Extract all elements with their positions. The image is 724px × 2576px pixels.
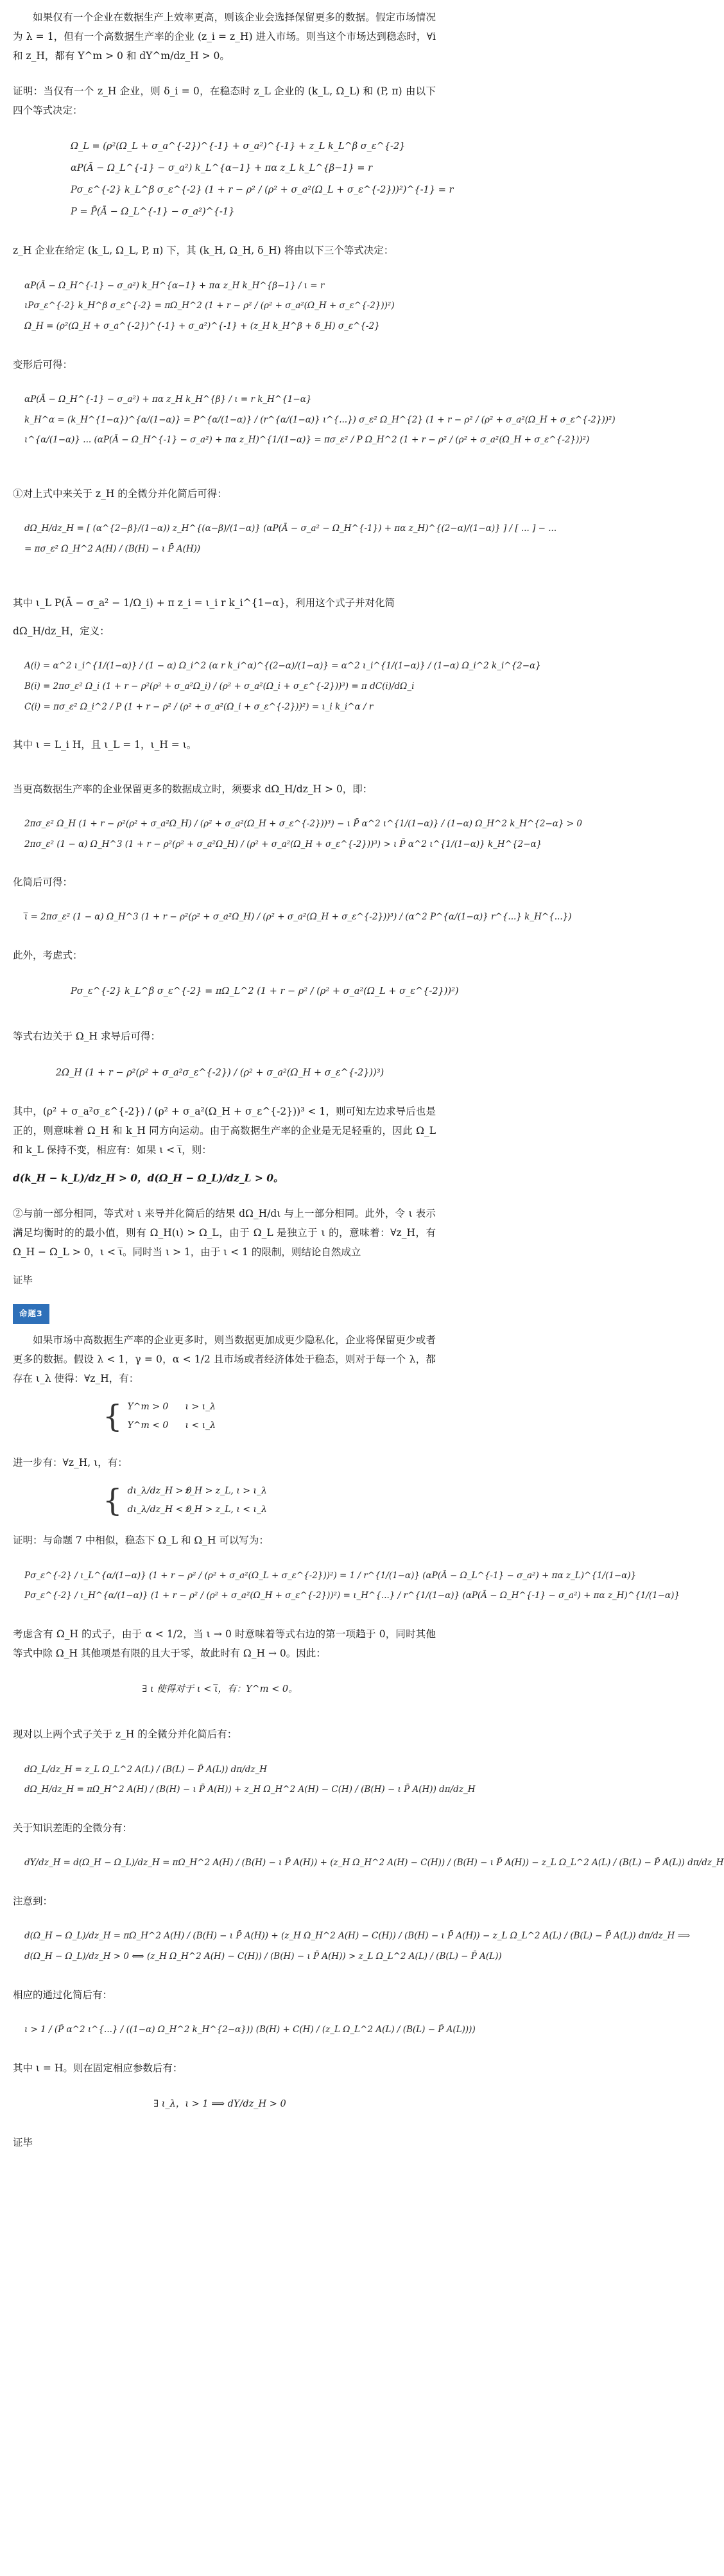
paragraph-total-differential: ①对上式中来关于 z_H 的全微分并化简后可得：	[13, 488, 227, 500]
equation-steady-omega-H: Pσ_ε^{-2} / ι_H^{α/(1−α)} (1 + r − ρ² / (ρ² + σ_a²(Ω_H + σ_ε^{-2}))²) = ι_H^{...} / r^{1/(1−α)} (αP(Ā − Ω_H^{-1} − σ_a²) + πα z_H)^{1/(1−α)}	[24, 1590, 680, 1601]
equation-final: ι > 1 / (P̄ α^2 ι^{...} / ((1−α) Ω_H^2 k_H^{2−α})) (B(H) + C(H) / (z_L Ω_L^2 A(L) / (B(L) − P̄ A(L))))	[24, 2024, 476, 2035]
paragraph-simplify-2: 相应的通过化简后有：	[13, 1989, 113, 2001]
equation-transformed-1: αP(Ā − Ω_H^{-1} − σ_a²) + πα z_H k_H^{β} / ι = r k_H^{1−α}	[24, 394, 312, 405]
equation-block-derivative-right	[13, 1056, 436, 1090]
equation-block-H-firm	[13, 270, 436, 344]
case-row	[128, 1416, 216, 1435]
equation-omega-L: Ω_L = (ρ²(Ω_L + σ_a^{-2})^{-1} + σ_a²)^{-1} + z_L k_L^β σ_ε^{-2}	[71, 141, 406, 152]
paragraph-proposition-intro: 如果仅有一个企业在数据生产上效率更高，则该企业会选择保留更多的数据。假定市场情况为 λ = 1，但有一个高数据生产率的企业 (z_i = z_H) 进入市场。则当这个市场达到稳态时，∀i 和 z_H，都有 Υ^m > 0 和 dΥ^m/dz_H > 0。	[13, 12, 436, 62]
paragraph-fixed-params: 其中 ι = H。则在固定相应参数后有：	[13, 2062, 183, 2074]
case-right: ι > ι_λ	[185, 1401, 216, 1412]
brace-symbol: {	[103, 1482, 123, 1519]
equation-consider: Pσ_ε^{-2} k_L^β σ_ε^{-2} = πΩ_L^2 (1 + r − ρ² / (ρ² + σ_a²(Ω_L + σ_ε^{-2}))²)	[71, 986, 459, 997]
paragraph-proof-similar: 证明：与命题 7 中相似，稳态下 Ω_L 和 Ω_H 可以写为：	[13, 1535, 269, 1547]
equation-C-definition: C(i) = πσ_ε² Ω_i^2 / P (1 + r − ρ² / (ρ² + σ_a²(Ω_i + σ_ε^{-2}))²) = ι_i k_i^α / r	[24, 701, 374, 712]
proof-end-2: 证毕	[13, 2136, 33, 2148]
paragraph-further: 进一步有：∀z_H, ι，有：	[13, 1457, 128, 1469]
equation-block-definitions	[13, 650, 541, 724]
equation-block-condition	[13, 808, 582, 861]
paragraph-iota-definition: 其中 ι = L_i H，且 ι_L = 1，ι_H = ι。	[13, 739, 197, 751]
equation-note-1: d(Ω_H − Ω_L)/dz_H = πΩ_H^2 A(H) / (B(H) − ι P̄ A(H)) + (z_H Ω_H^2 A(H) − C(H)) / (B(H) − ι P̄ A(H)) − z_L Ω_L^2 A(L) / (B(L) − P̄ A(L)) dπ/dz_H ⟹	[24, 1931, 690, 1942]
equation-omega-H: Ω_H = (ρ²(Ω_H + σ_a^{-2})^{-1} + σ_a²)^{-1} + (z_H k_H^β + δ_H) σ_ε^{-2}	[24, 321, 380, 331]
equation-block-transformed	[13, 383, 616, 457]
case-row	[128, 1482, 267, 1501]
equation-data-L: Pσ_ε^{-2} k_L^β σ_ε^{-2} (1 + r − ρ² / (ρ² + σ_a²(Ω_L + σ_ε^{-2}))²)^{-1} = r	[71, 185, 454, 196]
equation-condition-2: 2πσ_ε² (1 − α) Ω_H^3 (1 + r − ρ²(ρ² + σ_a²Ω_H) / (ρ² + σ_a²(Ω_H + σ_ε^{-2}))³) > ι P̄ α^2 ι^{1/(1−α)} k_H^{2−α}	[24, 839, 542, 849]
paragraph-limit: 考虑含有 Ω_H 的式子，由于 α < 1/2，当 ι → 0 时意味着等式右边的第一项趋于 0，同时其他等式中除 Ω_H 其他项是有限的且大于零，故此时有 Ω_H → 0。因此：	[13, 1628, 436, 1660]
equation-block-conclusion	[13, 2087, 436, 2121]
case-right: z_H > z_L, ι > ι_λ	[185, 1485, 267, 1496]
equation-block-threshold	[13, 901, 572, 934]
paragraph-knowledge-gap: 关于知识差距的全微分有：	[13, 1822, 133, 1834]
paragraph-proof-start: 证明：当仅有一个 z_H 企业，则 δ_i = 0，在稳态时 z_L 企业的 (k_L, Ω_L) 和 (P, π) 由以下四个等式决定：	[13, 85, 436, 116]
equation-note-2: d(Ω_H − Ω_L)/dz_H > 0 ⟺ (z_H Ω_H^2 A(H) − C(H)) / (B(H) − ι P̄ A(H)) > z_L Ω_L^2 A(L) / (B(L) − P̄ A(L))	[24, 1951, 502, 1962]
equation-block-knowledge-gap	[13, 1847, 724, 1880]
equation-block-consider	[13, 974, 459, 1009]
paragraph-simplify: 其中 ι_L P(Ā − σ_a² − 1/Ω_i) + π z_i = ι_i r k_i^{1−α}，利用这个式子并对化简	[13, 596, 395, 609]
cases-block-2	[103, 1482, 436, 1520]
paragraph-proposition-3: 如果市场中高数据生产率的企业更多时，则当数据更加成更少隐私化，企业将保留更少或者更多的数据。假设 λ < 1，γ = 0，α < 1/2 且市场或者经济体处于稳态，则对于每一个 λ，都存在 ι_λ 使得：∀z_H，有：	[13, 1334, 436, 1385]
equation-threshold: ι̅ = 2πσ_ε² (1 − α) Ω_H^3 (1 + r − ρ²(ρ² + σ_a²Ω_H) / (ρ² + σ_a²(Ω_H + σ_ε^{-2}))³) / (α^2 P^{α/(1−α)} r^{...} k_H^{...})	[24, 912, 572, 923]
case-right: z_H > z_L, ι < ι_λ	[185, 1504, 267, 1515]
cases-block-1	[103, 1398, 436, 1436]
paragraph-comovement: 其中，(ρ² + σ_a²σ_ε^{-2}) / (ρ² + σ_a²(Ω_H + σ_ε^{-2}))³ < 1，则可知左边求导后也是正的，则意味着 Ω_H 和 k_H 同方向运动。由于高数据生产率的企业是无足轻重的，因此 Ω_L 和 k_L 保持不变，相应有：如果 ι < ι̅，则：	[13, 1105, 436, 1156]
case-left: dι_λ/dz_H < 0	[127, 1504, 192, 1515]
case-right: ι < ι_λ	[185, 1420, 216, 1431]
equation-conclusion: ∃ ι_λ，ι > 1 ⟹ dΥ/dz_H > 0	[153, 2098, 286, 2109]
equation-block-steady-omega	[13, 1560, 680, 1613]
paragraph-condition: 当更高数据生产率的企业保留更多的数据成立时，须要求 dΩ_H/dz_H > 0，即：	[13, 783, 373, 795]
equation-steady-omega-L: Pσ_ε^{-2} / ι_L^{α/(1−α)} (1 + r − ρ² / (ρ² + σ_a²(Ω_L + σ_ε^{-2}))²) = 1 / r^{1/(1−α)} (αP(Ā − Ω_L^{-1} − σ_a²) + πα z_L)^{1/(1−α)}	[24, 1570, 637, 1581]
paragraph-derivative-right: 等式右边关于 Ω_H 求导后可得：	[13, 1031, 160, 1043]
paragraph-part-2: ②与前一部分相同，等式对 ι 来导并化简后的结果 dΩ_H/dι 与上一部分相同。此外，令 ι 表示满足均衡时的的最小值，则有 Ω_H(ι) > Ω_L，由于 Ω_L 是独立于 ι 的，意味着：∀z_H，有 Ω_H − Ω_L > 0，ι < ι̅。同时当 ι > 1，由于 ι < 1 的限制，则结论自然成立	[13, 1207, 436, 1258]
paragraph-transform: 变形后可得：	[13, 358, 73, 370]
equation-capital-H: αP(Ā − Ω_H^{-1} − σ_a²) k_H^{α−1} + πα z_H k_H^{β−1} / ι = r	[24, 280, 325, 291]
equation-price: P = P̄(Ā − Ω_L^{-1} − σ_a²)^{-1}	[71, 207, 235, 218]
brace-symbol: {	[103, 1398, 123, 1434]
case-left: dι_λ/dz_H > 0	[127, 1485, 192, 1496]
case-left: Υ^m < 0	[127, 1420, 169, 1431]
paragraph-result-1: d(k_H − k_L)/dz_H > 0，d(Ω_H − Ω_L)/dz_L > 0。	[13, 1172, 284, 1185]
equation-derivative-right: 2Ω_H (1 + r − ρ²(ρ² + σ_a²σ_ε^{-2}) / (ρ² + σ_a²(Ω_H + σ_ε^{-2}))³)	[55, 1067, 384, 1078]
paragraph-consider: 此外，考虑式：	[13, 950, 83, 962]
equation-transformed-2: k_H^α = (k_H^{1−α})^{α/(1−α)} = P^{α/(1−α)} / (r^{α/(1−α)} ι^{...}) σ_ε² Ω_H^{2} (1 + r − ρ² / (ρ² + σ_a²(Ω_H + σ_ε^{-2}))²)	[24, 414, 616, 425]
equation-knowledge-gap: dΥ/dz_H = d(Ω_H − Ω_L)/dz_H = πΩ_H^2 A(H) / (B(H) − ι P̄ A(H)) + (z_H Ω_H^2 A(H) − C(H)) / (B(H) − ι P̄ A(H)) − z_L Ω_L^2 A(L) / (B(L) − P̄ A(L)) dπ/dz_H	[24, 1858, 724, 1868]
equation-B-definition: B(i) = 2πσ_ε² Ω_i (1 + r − ρ²(ρ² + σ_a²Ω_i) / (ρ² + σ_a²(Ω_i + σ_ε^{-2}))³) = π dC(i)/dΩ_i	[24, 681, 415, 692]
equation-dOmegaH: dΩ_H/dz_H = πΩ_H^2 A(H) / (B(H) − ι P̄ A(H)) + z_H Ω_H^2 A(H) − C(H) / (B(H) − ι P̄ A(H)) dπ/dz_H	[24, 1784, 476, 1795]
equation-A-definition: A(i) = α^2 ι_i^{1/(1−α)} / (1 − α) Ω_i^2 (α r k_i^α)^{(2−α)/(1−α)} = α^2 ι_i^{1/(1−α)} / (1−α) Ω_i^2 k_i^{2−α}	[24, 661, 541, 672]
equation-block-derivative	[13, 512, 557, 566]
equation-block-existence	[13, 1672, 436, 1707]
equation-block-final	[13, 2014, 476, 2047]
equation-condition-1: 2πσ_ε² Ω_H (1 + r − ρ²(ρ² + σ_a²Ω_H) / (ρ² + σ_a²(Ω_H + σ_ε^{-2}))³) − ι P̄ α^2 ι^{1/(1−α)} / (1−α) Ω_H^2 k_H^{2−α} > 0	[24, 818, 582, 829]
case-row	[128, 1398, 216, 1416]
paragraph-define: dΩ_H/dz_H，定义：	[13, 625, 110, 637]
case-left: Υ^m > 0	[127, 1401, 169, 1412]
equation-transformed-3: ι^{α/(1−α)} ... (αP(Ā − Ω_H^{-1} − σ_a²) + πα z_H)^{1/(1−α)} = πσ_ε² / P Ω_H^2 (1 + r − ρ² / (ρ² + σ_a²(Ω_H + σ_ε^{-2}))²)	[24, 435, 590, 446]
paragraph-total-diff-2: 现对以上两个式子关于 z_H 的全微分并化简后有：	[13, 1728, 237, 1741]
equation-capital-L: αP(Ā − Ω_L^{-1} − σ_a²) k_L^{α−1} + πα z_L k_L^{β−1} = r	[71, 163, 373, 174]
equation-block-note	[13, 1920, 690, 1973]
equation-block-total-diff	[13, 1754, 476, 1807]
proposition-heading	[13, 1304, 436, 1323]
equation-dOmegaL: dΩ_L/dz_H = z_L Ω_L^2 A(L) / (B(L) − P̄ A(L)) dπ/dz_H	[24, 1764, 267, 1775]
proposition-label: 命题3	[13, 1304, 49, 1323]
case-row	[128, 1501, 267, 1519]
proof-end-1: 证毕	[13, 1275, 33, 1287]
equation-derivative-1: dΩ_H/dz_H = [ (α^{2−β}/(1−α)) z_H^{(α−β)/(1−α)} (αP(Ā − σ_a² − Ω_H^{-1}) + πα z_H)^{(2−α)/(1−α)} ] / [ ... ] − ...	[24, 523, 557, 534]
paragraph-H-firm: z_H 企业在给定 (k_L, Ω_L, P, π) 下，其 (k_H, Ω_H, δ_H) 将由以下三个等式决定：	[13, 245, 394, 257]
paragraph-note: 注意到：	[13, 1895, 53, 1908]
equation-existence: ∃ ι 使得对于 ι < ι̅，有：Υ^m < 0。	[142, 1684, 298, 1695]
equation-block-steady-state-L	[13, 129, 454, 229]
equation-data-H: ιPσ_ε^{-2} k_H^β σ_ε^{-2} = πΩ_H^2 (1 + r − ρ² / (ρ² + σ_a²(Ω_H + σ_ε^{-2}))²)	[24, 300, 395, 311]
paragraph-simplified: 化简后可得：	[13, 876, 73, 889]
equation-derivative-2: = πσ_ε² Ω_H^2 A(H) / (B(H) − ι P̄ A(H))	[24, 544, 201, 555]
